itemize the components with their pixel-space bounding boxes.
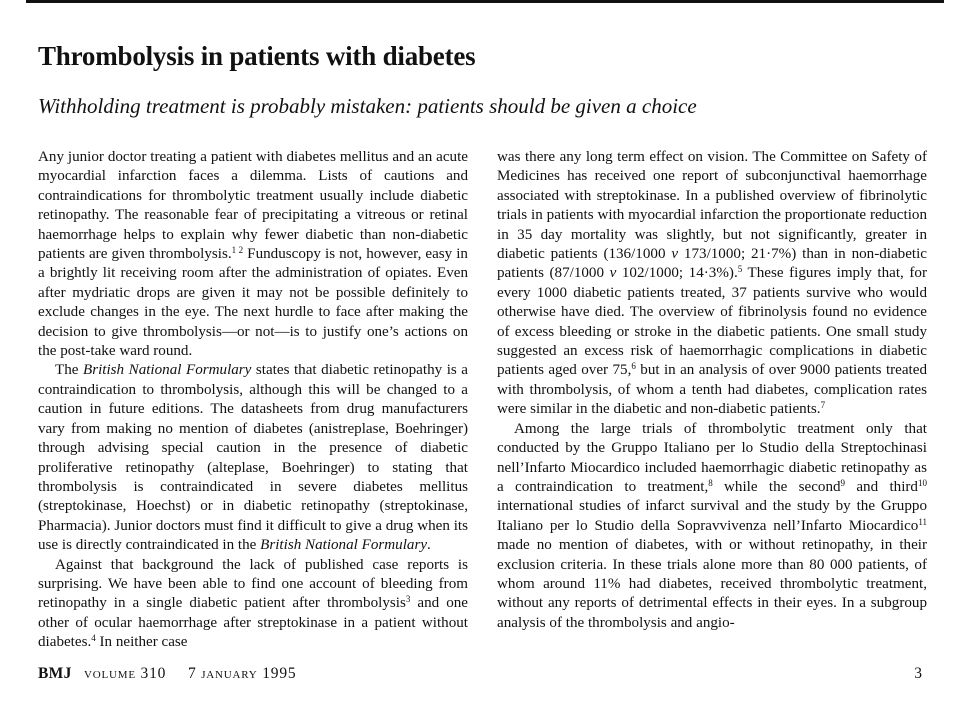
reference-superscript: 10 [917,477,927,488]
body-paragraph [497,420,927,633]
article-title: Thrombolysis in patients with diabetes [38,41,476,71]
body-paragraph [38,556,468,653]
text-run: was there any long term effect on vision. The Committee on Safety of Medicines has received one report of subconjunctival haemorrhage associated with streptokinase. In a published overview of fibrinolytic trials in patients with myocardial infarction the proportionate reduction in 35 day mortality was slightly, but not significantly, greater in diabetic patients (136/1000 [497,149,927,263]
reference-superscript: 6 [631,361,636,372]
footer-issue-date: 7 january 1995 [188,665,297,682]
text-run: states that diabetic retinopathy is a contraindication to thrombolysis, although this will be changed to a caution in future editions. The datasheets from drug manufacturers vary from making no mention of diabetes (anistreplase, Boehringer) through advising special caution in the presence of diabetic proliferative retinopathy (alteplase, Boehringer) to stating that thrombolysis is contraindicated in severe diabetes mellitus (streptokinase, Hoechst) or in diabetic retinopathy (streptokinase, Pharmacia). Junior doctors must find it difficult to give a drug when its use is directly contraindicated in the [38,362,468,554]
body-column-right [497,148,927,633]
reference-superscript: 1 2 [231,245,244,256]
italic-text: British National Formulary [260,537,428,554]
reference-superscript: 9 [840,477,846,488]
italic-text: v [609,265,617,282]
text-run: made no mention of diabetes, with or without retinopathy, in their exclusion criteria. In these trials alone more than 80 000 patients, of whom around 11% had diabetes, received thrombolytic treatment, without any reports of detrimental effects in their eyes. In a subgroup analysis of the thrombolysis and angio- [497,537,927,631]
text-run: and third [845,478,918,495]
text-run: Funduscopy is not, however, easy in a brightly lit receiving room after the administration of opiates. Even after mydriatic drops are given it may not be possible definitely to exclude changes in the eye. The next hurdle to face after making the decision to give thrombolysis—or not—is to justify one’s actions on the post-take ward round. [38,246,468,360]
text-run: Among the large trials of thrombolytic treatment only that conducted by the Gruppo Italiano per lo Studio della Streptochinasi nell’Infarto Miocardico included haemorrhagic diabetic retinopathy as a contraindication to treatment, [497,420,927,495]
text-run: These figures imply that, for every 1000 diabetic patients treated, 37 patients survive who would otherwise have died. The overview of fibrinolysis found no evidence of excess bleeding or stroke in the diabetic patients. One small study suggested an excess risk of haemorrhagic complications in diabetic patients aged over 75, [497,265,927,379]
article-standfirst: Withholding treatment is probably mistaken: patients should be given a choice [38,94,697,118]
body-paragraph [38,361,468,555]
body-column-left [38,148,468,653]
reference-superscript: 5 [737,264,743,275]
footer-journal-name: BMJ [38,665,72,682]
reference-superscript: 7 [820,400,826,411]
text-run: 173/1000; 21·7%) than in non-diabetic patients (87/1000 [497,246,928,282]
text-run: In neither case [95,634,188,651]
reference-superscript: 4 [91,633,96,644]
text-run: but in an analysis of over 9000 patients treated with thrombolysis, of whom a tenth had diabetes, complication rates were similar in the diabetic and non-diabetic patients. [497,362,928,418]
italic-text: v [671,246,679,263]
text-run: Any junior doctor treating a patient with diabetes mellitus and an acute myocardial infarction faces a dilemma. Lists of cautions and contraindications for thrombolytic treatment usually include diabetic retinopathy. The reasonable fear of precipitating a vitreous or retinal haemorrhage helps to explain why fewer diabetic than non-diabetic patients are given thrombolysis. [38,149,468,263]
text-run: . [427,537,431,554]
text-run: while the second [712,478,841,495]
top-rule [26,0,944,3]
reference-superscript: 11 [918,516,927,527]
reference-superscript: 8 [708,477,713,488]
text-run: international studies of infarct survival and the study by the Gruppo Italiano per lo Studio della Sopravvivenza nell’Infarto Miocardico [497,498,927,534]
text-run: Against that background the lack of published case reports is surprising. We have been able to find one account of bleeding from retinopathy in a single diabetic patient after thrombolysis [38,556,468,612]
footer-volume: volume 310 [84,665,167,682]
body-paragraph [497,148,927,420]
italic-text: British National Formulary [83,362,252,379]
body-paragraph [38,148,468,361]
text-run: and one other of ocular haemorrhage after streptokinase in a patient without diabetes. [38,595,468,651]
text-run: The [55,362,83,379]
footer-page-number: 3 [914,665,922,682]
text-run: 102/1000; 14·3%). [616,265,738,282]
page-footer [38,665,922,687]
reference-superscript: 3 [405,594,411,605]
